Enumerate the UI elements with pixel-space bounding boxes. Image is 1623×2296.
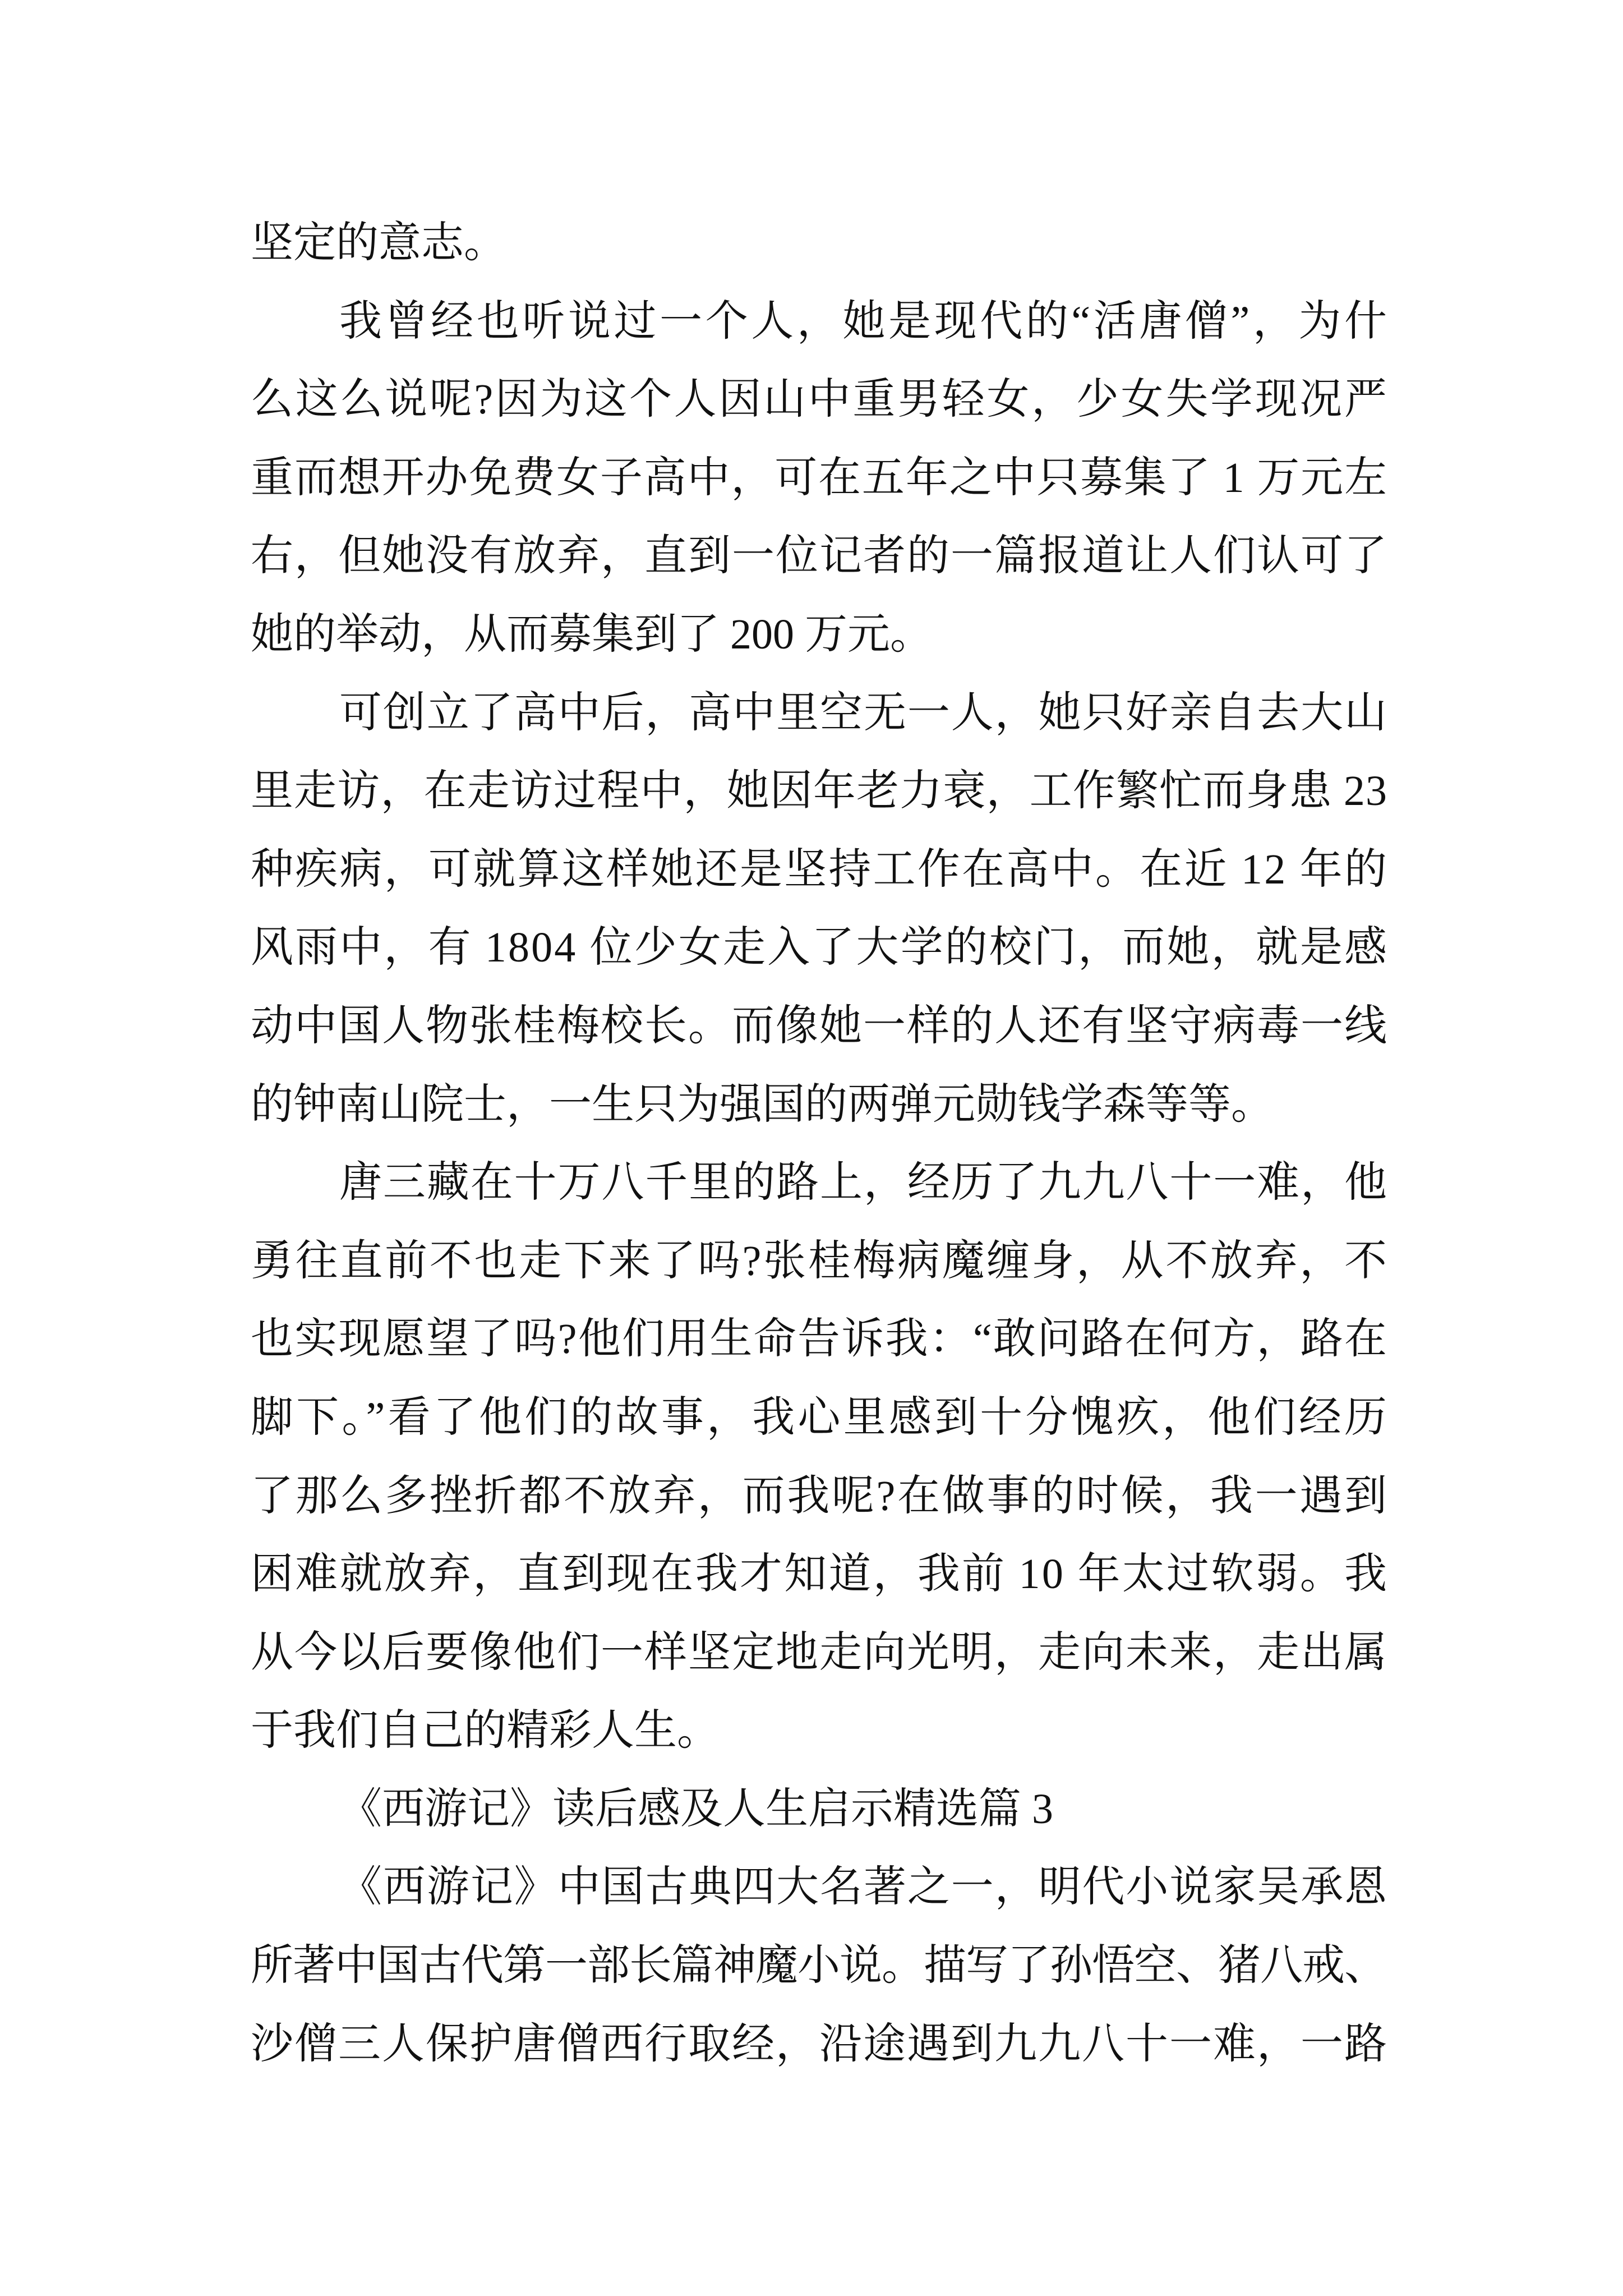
opening-line: 坚定的意志。 — [251, 219, 506, 266]
paragraph-line: 于我们自己的精彩人生。 — [251, 1707, 720, 1755]
paragraph — [251, 674, 1387, 1144]
paragraph-line: 从今以后要像他们一样坚定地走向光明，走向未来，走出属 — [251, 1628, 1388, 1676]
paragraph — [251, 1144, 1390, 1770]
paragraph-line: 了那么多挫折都不放弃，而我呢?在做事的时候，我一遇到 — [251, 1472, 1389, 1520]
paragraph-line: 也实现愿望了吗?他们用生命告诉我：“敢问路在何方，路在 — [251, 1315, 1389, 1363]
paragraph-line: 沙僧三人保护唐僧西行取经，沿途遇到九九八十一难，一路 — [251, 2020, 1388, 2068]
paragraph-line: 困难就放弃，直到现在我才知道，我前 10 年太过软弱。我 — [251, 1550, 1389, 1598]
paragraph — [251, 283, 1390, 674]
paragraph-line: 她的举动，从而募集到了 200 万元。 — [251, 610, 933, 658]
paragraph-line: 么这么说呢?因为这个人因山中重男轻女，少女失学现况严 — [251, 376, 1389, 424]
paragraph-line: 种疾病，可就算这样她还是坚持工作在高中。在近 12 年的 — [251, 845, 1389, 893]
paragraph-line: 里走访，在走访过程中，她因年老力衰，工作繁忙而身患 23 — [251, 767, 1388, 815]
paragraph-line: 动中国人物张桂梅校长。而像她一样的人还有坚守病毒一线 — [251, 1002, 1388, 1050]
paragraph-line: 重而想开办免费女子高中，可在五年之中只募集了 1 万元左 — [251, 454, 1388, 501]
continued-paragraph — [251, 204, 1387, 283]
paragraph-line: 的钟南山院士，一生只为强国的两弹元勋钱学森等等。 — [251, 1080, 1274, 1128]
paragraph-line: 可创立了高中后，高中里空无一人，她只好亲自去大山 — [339, 689, 1388, 737]
section-paragraph — [251, 1848, 1387, 2083]
section-heading-text: 《西游记》读后感及人生启示精选篇 3 — [339, 1785, 1053, 1833]
document-body — [251, 204, 1390, 2083]
paragraph-line: 脚下。”看了他们的故事，我心里感到十分愧疚，他们经历 — [251, 1393, 1390, 1441]
paragraph-line: 唐三藏在十万八千里的路上，经历了九九八十一难，他 — [339, 1159, 1388, 1207]
paragraph-line: 我曾经也听说过一个人，她是现代的“活唐僧”，为什 — [339, 297, 1390, 345]
paragraph-line: 风雨中，有 1804 位少女走入了大学的校门，而她，就是感 — [251, 924, 1389, 972]
paragraph-line: 所著中国古代第一部长篇神魔小说。描写了孙悟空、猪八戒、 — [251, 1942, 1386, 1990]
paragraph-line: 勇往直前不也走下来了吗?张桂梅病魔缠身，从不放弃，不 — [251, 1237, 1389, 1285]
section-heading — [251, 1770, 1387, 1849]
paragraph-line: 《西游记》中国古典四大名著之一，明代小说家吴承恩 — [339, 1864, 1388, 1911]
paragraph-line: 右，但她没有放弃，直到一位记者的一篇报道让人们认可了 — [251, 532, 1388, 580]
